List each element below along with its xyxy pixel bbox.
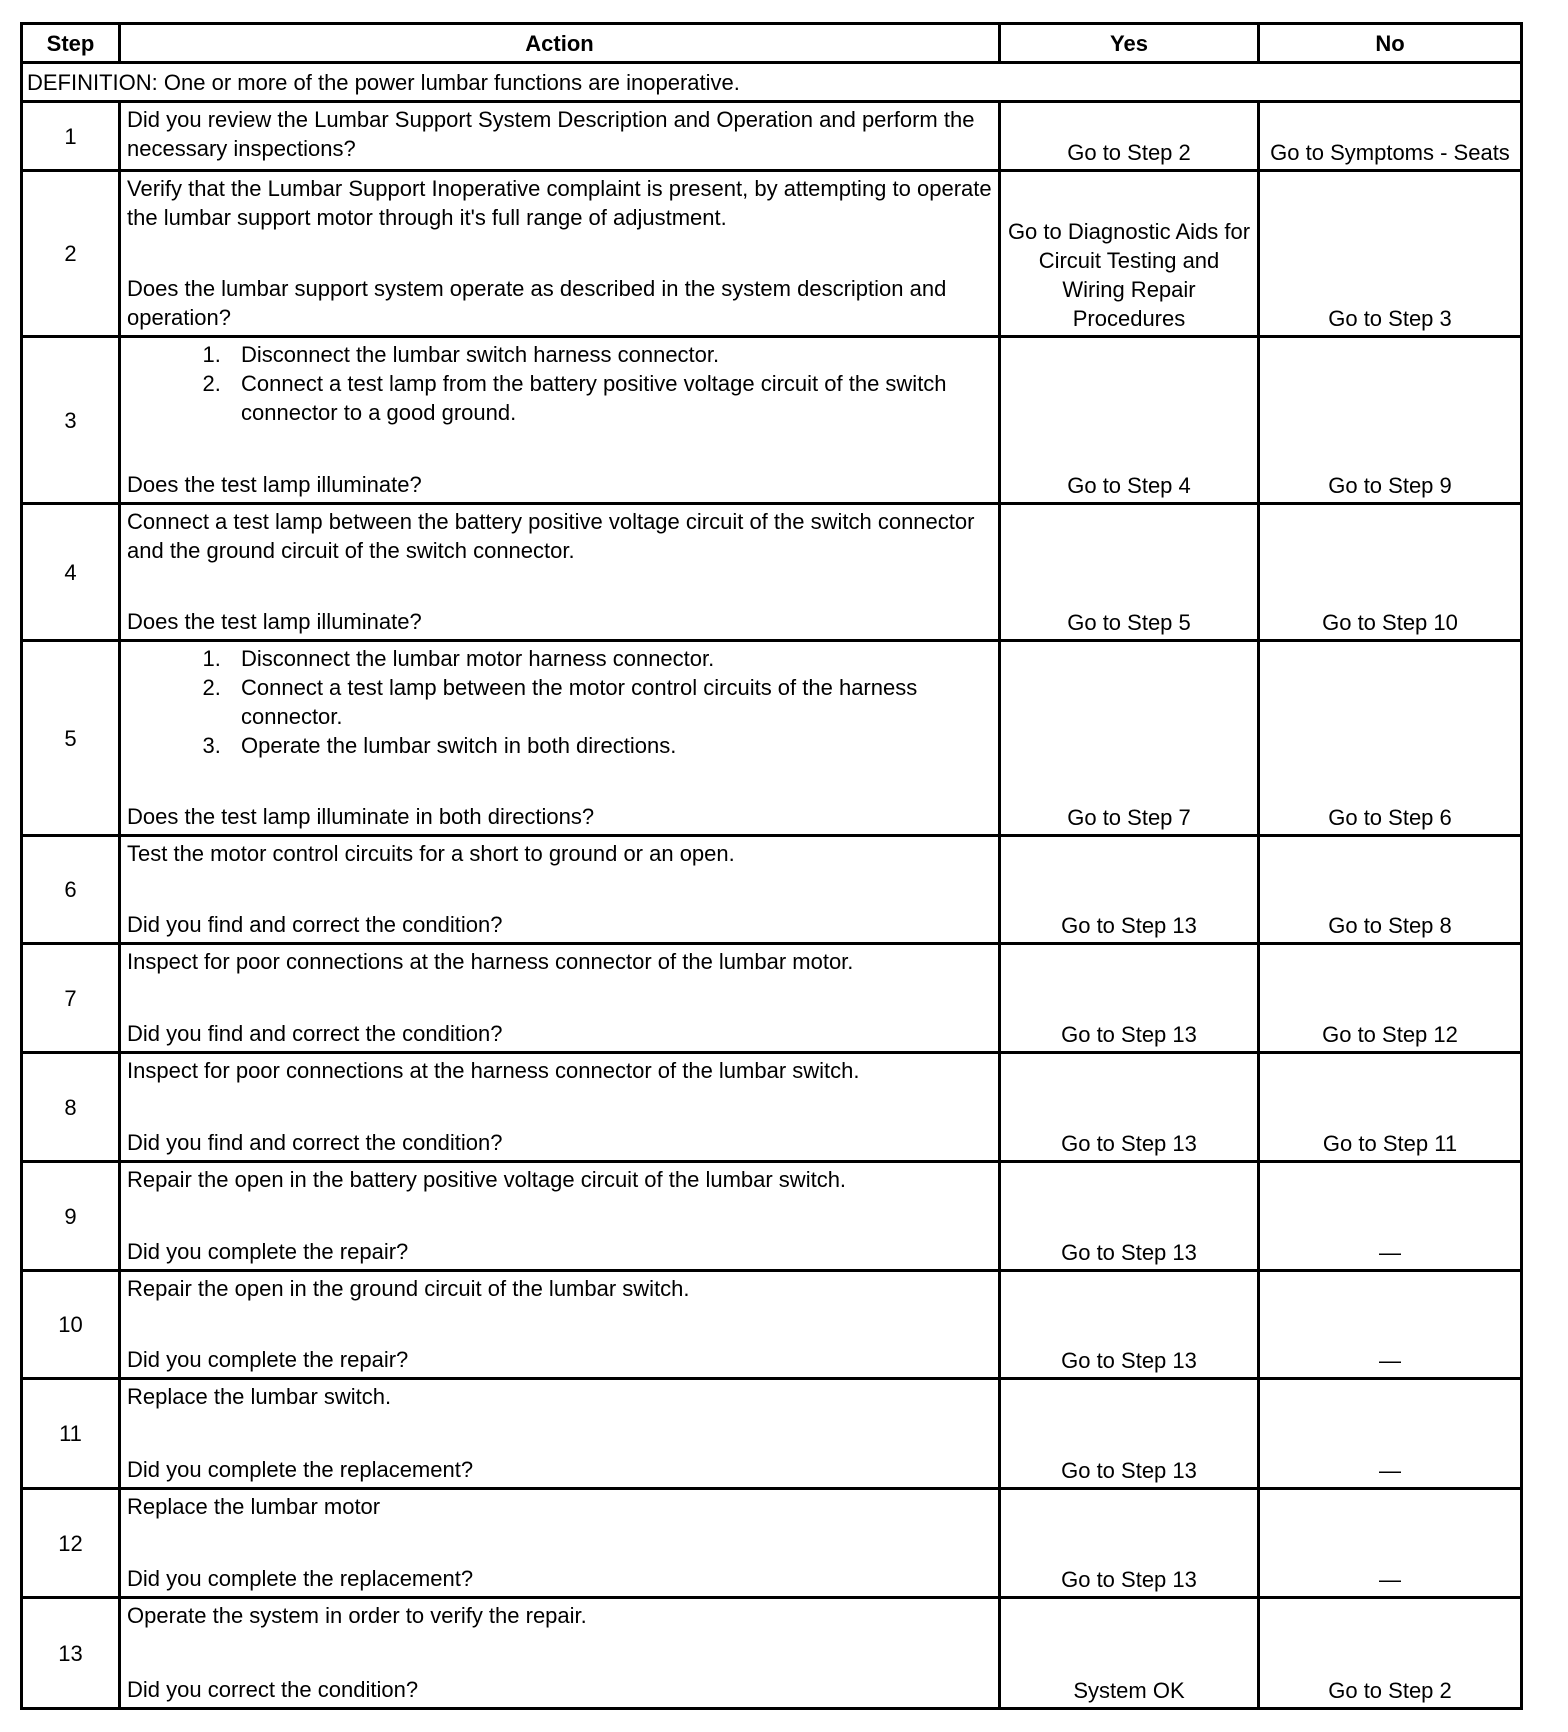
action-cell [120, 1271, 1000, 1379]
action-cell [120, 836, 1000, 944]
action-cell [120, 641, 1000, 836]
step-number: 3 [22, 337, 120, 504]
action-text: Repair the open in the battery positive voltage circuit of the lumbar switch. [127, 1167, 847, 1192]
table-row [22, 1271, 1522, 1379]
action-cell [120, 1162, 1000, 1271]
action-list [127, 644, 992, 760]
action-question: Did you complete the repair? [127, 1239, 409, 1264]
step-number: 9 [22, 1162, 120, 1271]
action-list-item: 1. Disconnect the lumbar switch harness connector. [227, 340, 992, 369]
no-result: Go to Step 6 [1259, 641, 1522, 836]
action-question: Does the test lamp illuminate? [127, 609, 422, 634]
no-result: Go to Step 11 [1259, 1053, 1522, 1162]
action-question: Does the test lamp illuminate? [127, 472, 422, 497]
action-cell [120, 944, 1000, 1053]
table-row [22, 836, 1522, 944]
yes-result: Go to Step 13 [1000, 1053, 1259, 1162]
yes-result: Go to Step 13 [1000, 1379, 1259, 1489]
step-number: 13 [22, 1598, 120, 1709]
action-list [127, 340, 992, 427]
action-question: Did you find and correct the condition? [127, 1130, 503, 1155]
table-row [22, 102, 1522, 171]
action-question: Does the test lamp illuminate in both directions? [127, 804, 595, 829]
action-text: Did you review the Lumbar Support System Description and Operation and perform the necessary inspections? [127, 107, 975, 161]
action-text: Replace the lumbar switch. [127, 1384, 392, 1409]
table-row [22, 1379, 1522, 1489]
yes-result: Go to Diagnostic Aids for Circuit Testing and Wiring Repair Procedures [1000, 171, 1259, 337]
yes-result: Go to Step 7 [1000, 641, 1259, 836]
no-result: Go to Step 12 [1259, 944, 1522, 1053]
action-text: Verify that the Lumbar Support Inoperative complaint is present, by attempting to operate the lumbar support motor through it's full range of adjustment. [127, 176, 992, 230]
step-number: 8 [22, 1053, 120, 1162]
table-row [22, 1162, 1522, 1271]
no-result: — [1259, 1379, 1522, 1489]
yes-result: Go to Step 4 [1000, 337, 1259, 504]
no-result: — [1259, 1162, 1522, 1271]
step-number: 4 [22, 504, 120, 641]
action-text: Test the motor control circuits for a short to ground or an open. [127, 841, 735, 866]
yes-result: Go to Step 13 [1000, 944, 1259, 1053]
action-cell [120, 337, 1000, 504]
yes-result: Go to Step 13 [1000, 1271, 1259, 1379]
action-question: Did you find and correct the condition? [127, 1021, 503, 1046]
table-row [22, 1598, 1522, 1709]
step-number: 1 [22, 102, 120, 171]
action-question: Did you complete the repair? [127, 1347, 409, 1372]
step-number: 12 [22, 1489, 120, 1598]
action-question: Does the lumbar support system operate as described in the system description and operation? [127, 276, 947, 330]
action-question: Did you find and correct the condition? [127, 912, 503, 937]
step-number: 5 [22, 641, 120, 836]
yes-result: Go to Step 5 [1000, 504, 1259, 641]
yes-result: System OK [1000, 1598, 1259, 1709]
action-cell [120, 1489, 1000, 1598]
action-cell [120, 1598, 1000, 1709]
step-number: 2 [22, 171, 120, 337]
table-row [22, 1053, 1522, 1162]
no-result: Go to Step 9 [1259, 337, 1522, 504]
table-row [22, 1489, 1522, 1598]
action-text: Inspect for poor connections at the harness connector of the lumbar switch. [127, 1058, 860, 1083]
action-cell [120, 171, 1000, 337]
action-cell [120, 1379, 1000, 1489]
no-result: — [1259, 1271, 1522, 1379]
no-result: Go to Step 8 [1259, 836, 1522, 944]
action-cell [120, 102, 1000, 171]
yes-result: Go to Step 2 [1000, 102, 1259, 171]
action-text: Connect a test lamp between the battery positive voltage circuit of the switch connector and the ground circuit of the switch connector. [127, 509, 975, 563]
header-row [22, 24, 1522, 63]
definition: DEFINITION: One or more of the power lumbar functions are inoperative. [22, 63, 1522, 102]
table-row [22, 641, 1522, 836]
no-result: Go to Step 2 [1259, 1598, 1522, 1709]
table-row [22, 504, 1522, 641]
action-cell [120, 504, 1000, 641]
yes-result: Go to Step 13 [1000, 836, 1259, 944]
action-question: Did you complete the replacement? [127, 1457, 474, 1482]
action-question: Did you correct the condition? [127, 1677, 419, 1702]
action-text: Replace the lumbar motor [127, 1494, 381, 1519]
yes-result: Go to Step 13 [1000, 1489, 1259, 1598]
action-text: Operate the system in order to verify the repair. [127, 1603, 587, 1628]
step-number: 7 [22, 944, 120, 1053]
action-cell [120, 1053, 1000, 1162]
no-result: — [1259, 1489, 1522, 1598]
yes-result: Go to Step 13 [1000, 1162, 1259, 1271]
no-result: Go to Symptoms - Seats [1259, 102, 1522, 171]
definition-row [22, 63, 1522, 102]
step-number: 6 [22, 836, 120, 944]
table-row [22, 171, 1522, 337]
step-number: 10 [22, 1271, 120, 1379]
table-row [22, 944, 1522, 1053]
header-action: Action [120, 24, 1000, 63]
action-list-item: 2. Connect a test lamp from the battery positive voltage circuit of the switch connector to a good ground. [227, 369, 992, 427]
action-text: Inspect for poor connections at the harness connector of the lumbar motor. [127, 949, 854, 974]
action-list-item: 2. Connect a test lamp between the motor control circuits of the harness connector. [227, 673, 992, 731]
header-step: Step [22, 24, 120, 63]
step-number: 11 [22, 1379, 120, 1489]
diagnostic-table [20, 22, 1523, 1710]
table-row [22, 337, 1522, 504]
no-result: Go to Step 3 [1259, 171, 1522, 337]
action-text: Repair the open in the ground circuit of the lumbar switch. [127, 1276, 690, 1301]
action-list-item: 1. Disconnect the lumbar motor harness connector. [227, 644, 992, 673]
header-no: No [1259, 24, 1522, 63]
header-yes: Yes [1000, 24, 1259, 63]
action-question: Did you complete the replacement? [127, 1566, 474, 1591]
action-list-item: 3. Operate the lumbar switch in both directions. [227, 731, 992, 760]
no-result: Go to Step 10 [1259, 504, 1522, 641]
